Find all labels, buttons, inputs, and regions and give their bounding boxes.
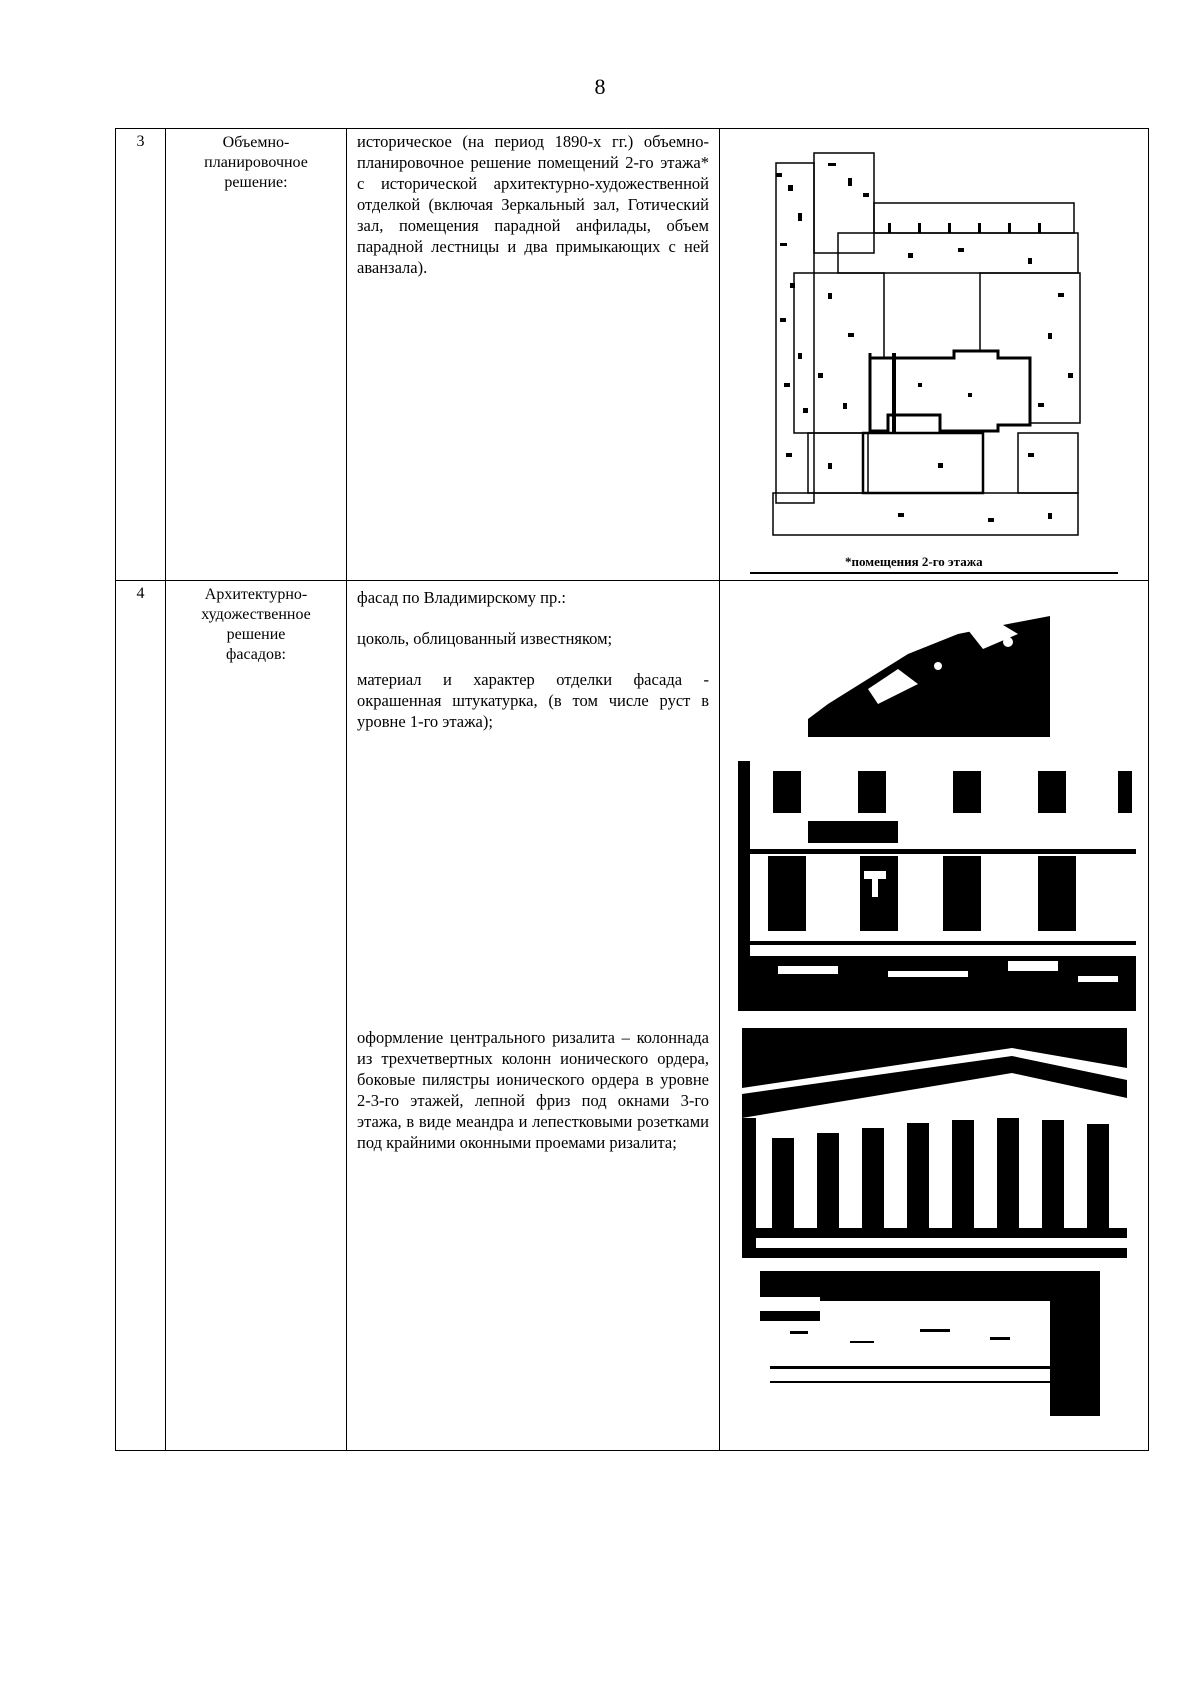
row-title (166, 129, 347, 581)
table-row (116, 581, 1149, 1451)
caption-underline (750, 572, 1118, 574)
row-title-line: Объемно- (222, 134, 290, 151)
floor-plan-caption: *помещения 2-го этажа (845, 554, 983, 569)
row-title (166, 581, 347, 1451)
page-number: 8 (594, 74, 606, 99)
row-number: 4 (116, 581, 166, 1451)
row-description (347, 581, 720, 1451)
row-number: 3 (116, 129, 166, 581)
row-title-line: Архитектурно- (204, 586, 308, 603)
description-paragraph: фасад по Владимирскому пр.: (357, 588, 566, 607)
description-paragraph: цоколь, облицованный известняком; (357, 629, 613, 648)
description-paragraph: оформление центрального ризалита – колоннада из трехчетвертных колонн ионического ордера, боковые пилястры ионического ордера в уровне 2-3-го этажей, лепной фриз под окнами 3-го этажа, в виде меандра и лепестковыми розетками под крайними оконными проемами ризалита; (357, 1028, 709, 1152)
facade-photos-cell (720, 581, 1149, 1451)
description-paragraph: материал и характер отделки фасада - окрашенная штукатурка, (в том числе руст в уровне 1-го этажа); (357, 670, 709, 731)
row-title-line: художественное (201, 606, 311, 623)
description-paragraph: историческое (на период 1890-х гг.) объемно-планировочное решение помещений 2-го этажа* с исторической архитектурно-художественной отделкой (включая Зеркальный зал, Готический зал, помещения парадной анфилады, объем парадной лестницы и два примыкающих с ней аванзала). (357, 132, 709, 277)
row-title-line: решение (226, 626, 286, 643)
plinth-photo (808, 594, 1050, 737)
cornice-fragment-photo (760, 1271, 1120, 1416)
floor-plan-cell (720, 129, 1149, 581)
row-title-line: решение: (224, 174, 288, 191)
floor-plan-image (768, 133, 1098, 553)
row-description (347, 129, 720, 581)
heritage-table (115, 128, 1149, 1451)
table-row (116, 129, 1149, 581)
row-title-line: фасадов: (225, 646, 286, 663)
central-risalit-photo (742, 1028, 1127, 1258)
row-title-line: планировочное (204, 154, 308, 171)
facade-photo-upper (738, 761, 1136, 1011)
